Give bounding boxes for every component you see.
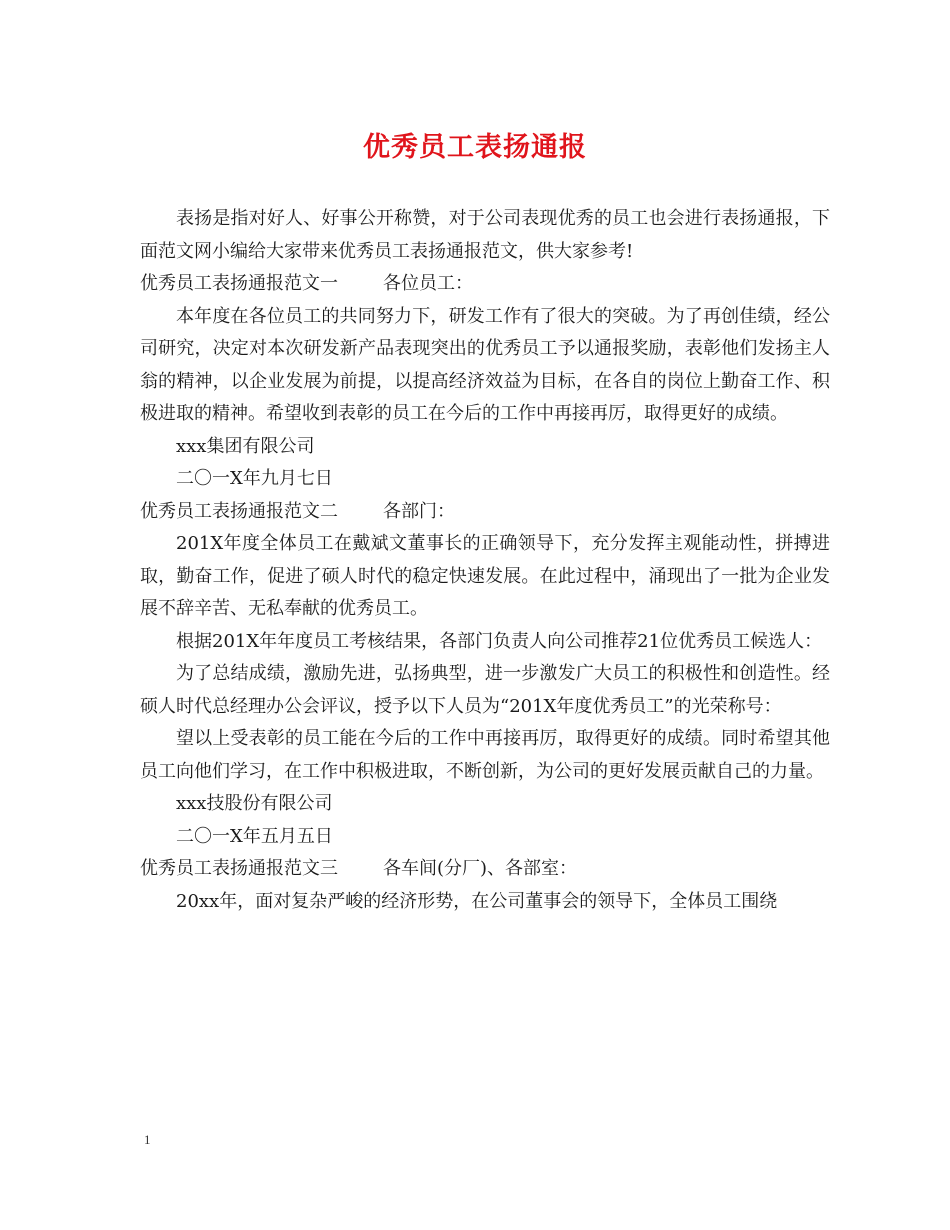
- body-paragraph: 本年度在各位员工的共同努力下，研发工作有了很大的突破。为了再创佳绩，经公司研究，决定对本次研发新产品表现突出的优秀员工予以通报奖励，表彰他们发扬主人翁的精神，以企业发展为前提，以提高经济效益为目标，在各自的岗位上勤奋工作、积极进取的精神。希望收到表彰的员工在今后的工作中再接再厉，取得更好的成绩。: [140, 305, 830, 424]
- document-body: [140, 203, 830, 918]
- section-salutation: 各车间(分厂)、各部室：: [383, 858, 578, 879]
- body-paragraph: 为了总结成绩，激励先进，弘扬典型，进一步激发广大员工的积极性和创造性。经硕人时代总经理办公会评议，授予以下人员为“201X年度优秀员工”的光荣称号：: [140, 663, 830, 717]
- section-heading-3: [140, 853, 830, 886]
- section-heading-1: [140, 268, 830, 301]
- section-title: 优秀员工表扬通报范文一: [140, 273, 338, 294]
- body-paragraph: 根据201X年年度员工考核结果，各部门负责人向公司推荐21位优秀员工候选人：: [176, 630, 823, 652]
- signature-company: xxx集团有限公司: [176, 435, 315, 457]
- section-title: 优秀员工表扬通报范文二: [140, 500, 338, 522]
- body-paragraph: 20xx年，面对复杂严峻的经济形势，在公司董事会的领导下，全体员工围绕: [176, 890, 778, 912]
- section-salutation: 各部门：: [383, 500, 455, 522]
- body-paragraph: 201X年度全体员工在戴斌文董事长的正确领导下，充分发挥主观能动性，拼搏进取，勤奋工作，促进了硕人时代的稳定快速发展。在此过程中，涌现出了一批为企业发展不辞辛苦、无私奉献的优秀员工。: [140, 533, 830, 619]
- signature-company: xxx技股份有限公司: [176, 793, 333, 814]
- section-salutation: 各位员工：: [383, 273, 473, 294]
- page-number: 1: [144, 1132, 151, 1147]
- signature-date: 二〇一X年九月七日: [176, 468, 333, 489]
- section-heading-2: [140, 496, 830, 529]
- intro-paragraph: 表扬是指对好人、好事公开称赞，对于公司表现优秀的员工也会进行表扬通报，下面范文网小编给大家带来优秀员工表扬通报范文，供大家参考!: [140, 208, 830, 262]
- signature-date: 二〇一X年五月五日: [176, 825, 333, 847]
- section-title: 优秀员工表扬通报范文三: [140, 858, 338, 879]
- document-title: 优秀员工表扬通报: [363, 132, 587, 163]
- body-paragraph: 望以上受表彰的员工能在今后的工作中再接再厉，取得更好的成绩。同时希望其他员工向他们学习，在工作中积极进取，不断创新，为公司的更好发展贡献自己的力量。: [140, 728, 830, 782]
